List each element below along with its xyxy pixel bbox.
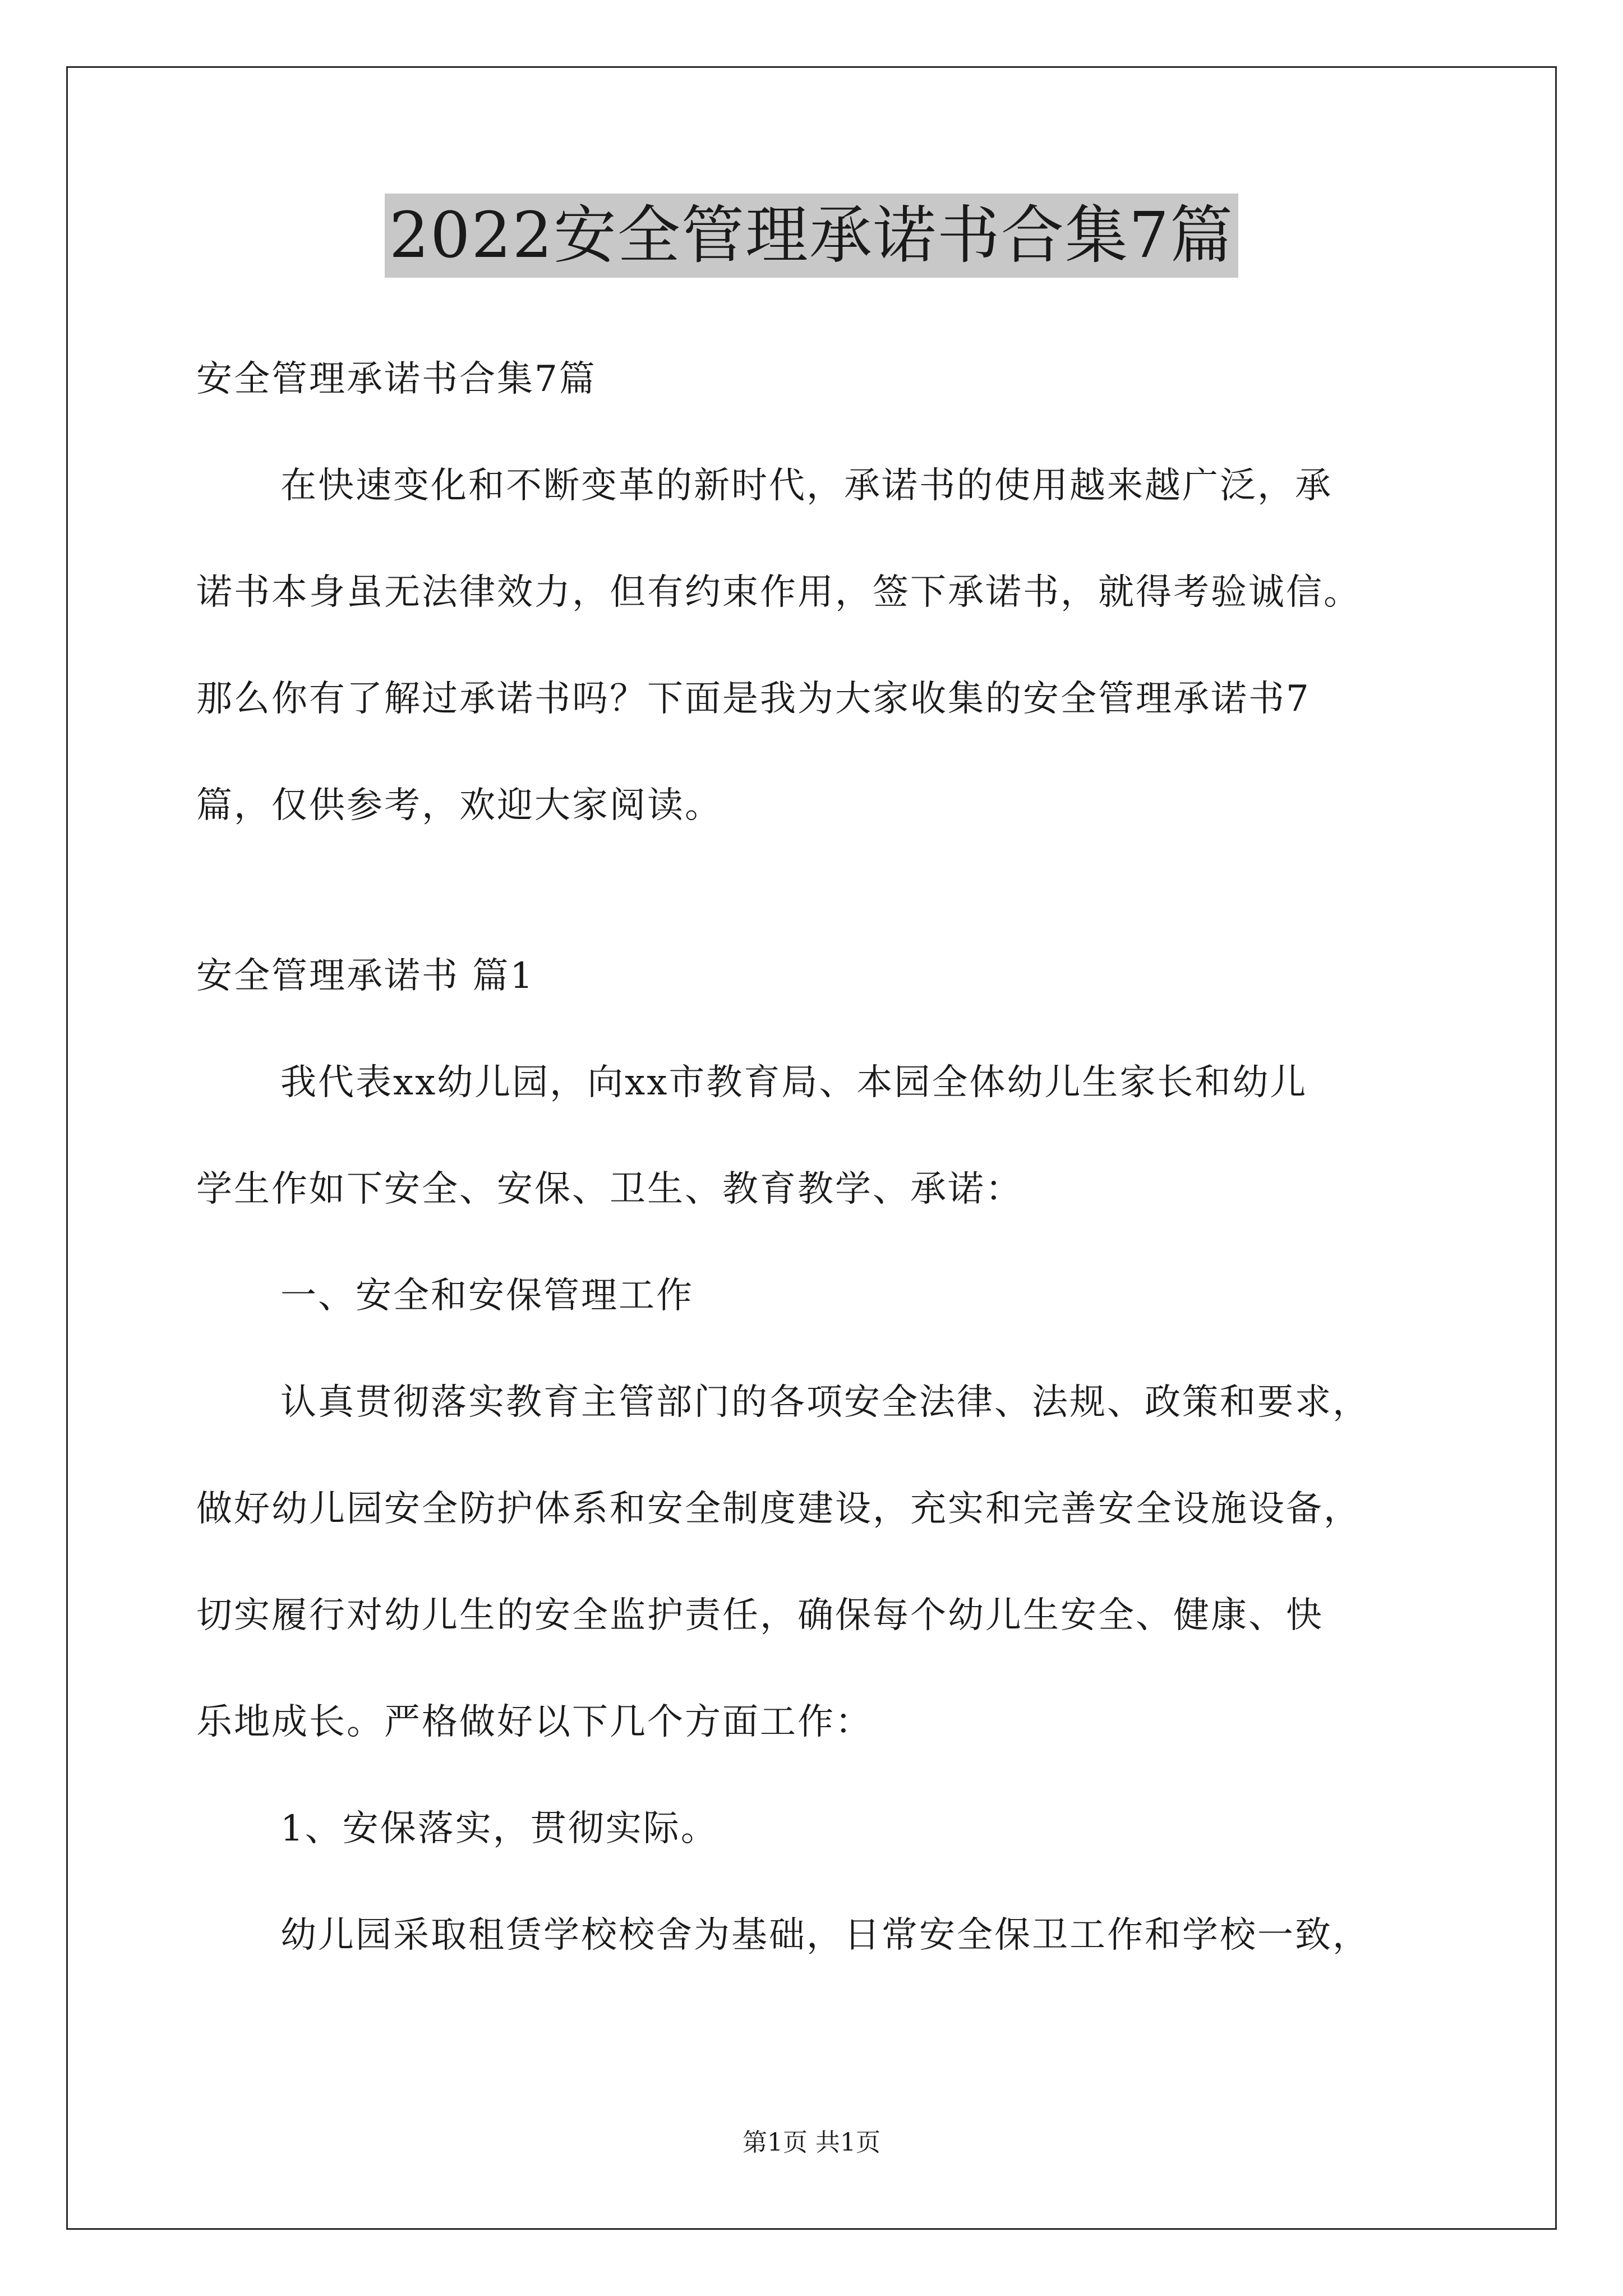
paragraph-line: 那么你有了解过承诺书吗？下面是我为大家收集的安全管理承诺书7 bbox=[196, 678, 1311, 720]
title-container bbox=[0, 194, 1623, 278]
paragraph-line: 诺书本身虽无法律效力，但有约束作用，签下承诺书，就得考验诚信。 bbox=[196, 572, 1361, 613]
page-footer: 第1页 共1页 bbox=[743, 2128, 880, 2157]
paragraph-line: 学生作如下安全、安保、卫生、教育教学、承诺： bbox=[196, 1168, 1023, 1210]
paragraph-line: 乐地成长。严格做好以下几个方面工作： bbox=[196, 1701, 873, 1743]
document-title: 2022安全管理承诺书合集7篇 bbox=[385, 194, 1238, 278]
subheading-line: 一、安全和安保管理工作 bbox=[280, 1275, 694, 1317]
section-heading: 安全管理承诺书 篇1 bbox=[196, 955, 535, 997]
paragraph-line: 认真贯彻落实教育主管部门的各项安全法律、法规、政策和要求， bbox=[280, 1382, 1370, 1423]
paragraph-line: 我代表xx幼儿园，向xx市教育局、本园全体幼儿生家长和幼儿 bbox=[280, 1062, 1308, 1103]
paragraph-line: 篇，仅供参考，欢迎大家阅读。 bbox=[196, 785, 722, 826]
paragraph-line: 幼儿园采取租赁学校校舍为基础，日常安全保卫工作和学校一致， bbox=[280, 1915, 1370, 1956]
paragraph-line: 在快速变化和不断变革的新时代，承诺书的使用越来越广泛，承 bbox=[280, 465, 1332, 507]
subtitle-line: 安全管理承诺书合集7篇 bbox=[196, 358, 597, 400]
paragraph-line: 切实履行对幼儿生的安全监护责任，确保每个幼儿生安全、健康、快 bbox=[196, 1595, 1324, 1636]
paragraph-line: 做好幼儿园安全防护体系和安全制度建设，充实和完善安全设施设备， bbox=[196, 1488, 1361, 1530]
list-item-line: 1、安保落实，贯彻实际。 bbox=[280, 1808, 718, 1849]
